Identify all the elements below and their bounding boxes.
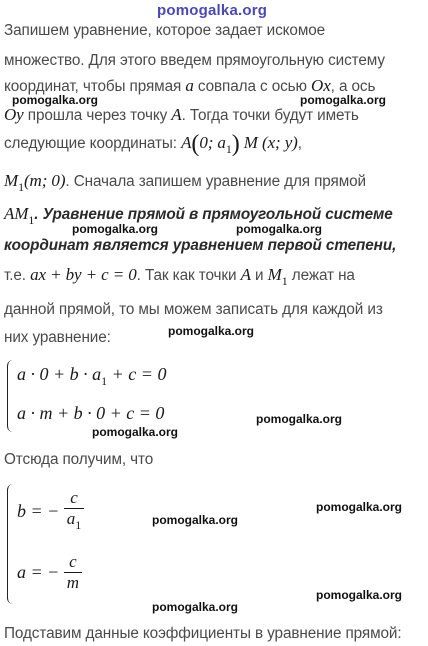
watermark: pomogalka.org	[316, 500, 403, 514]
watermark: pomogalka.org	[168, 324, 255, 338]
math-expression: 0; a	[199, 133, 226, 152]
fraction: $\frac{c}{m}$	[64, 552, 82, 593]
math-symbol: M	[4, 171, 19, 190]
system-brace	[7, 360, 14, 432]
watermark: pomogalka.org	[316, 588, 403, 602]
math-symbol: A	[240, 265, 251, 284]
text-line: множество. Для этого введем прямоугольную систему	[4, 52, 385, 69]
text-fragment: . Тогда точки будут иметь	[181, 107, 359, 124]
text-fragment: следующие координаты:	[4, 135, 182, 152]
watermark: pomogalka.org	[72, 222, 159, 236]
system-equation: a · m + b · 0 + c = 0	[17, 403, 165, 423]
header-watermark: pomogalka.org	[157, 2, 268, 19]
text-fragment: совпала с осью	[193, 78, 312, 95]
math-symbol: M	[267, 265, 282, 284]
text-fragment: . Так как точки	[136, 267, 241, 284]
math-subscript: 1	[28, 213, 35, 227]
system-equation: $a \cdot 0 + b \cdot a_1 + c = 0$	[17, 364, 167, 388]
text-line	[4, 172, 366, 196]
system-equation: a = − $\frac{c}{m}$	[17, 552, 82, 593]
system-equation: b = − $\frac{c}{a_1}$	[17, 488, 84, 535]
text-line: Отсюда получим, что	[4, 451, 154, 468]
text-fragment: лежат на	[287, 267, 355, 284]
math-symbol: A	[171, 105, 182, 124]
math-symbol: a	[185, 76, 194, 95]
text-fragment: . Сначала запишем уравнение для прямой	[65, 173, 366, 190]
watermark: pomogalka.org	[256, 412, 343, 426]
text-line: следующие координаты: A(0; $a_1$) M (x; y),	[4, 131, 302, 157]
text-fragment: координат, чтобы прямая	[4, 78, 186, 95]
text-line	[4, 266, 355, 290]
text-line	[4, 205, 393, 229]
watermark: pomogalka.org	[236, 222, 323, 236]
watermark: pomogalka.org	[152, 513, 239, 527]
math-subscript: 1	[18, 180, 24, 194]
math-expression: ax + by + c = 0	[30, 265, 137, 284]
watermark: pomogalka.org	[300, 93, 387, 107]
fraction: $\frac{c}{a_1}$	[64, 488, 85, 535]
text-line: них уравнение:	[4, 329, 111, 346]
text-line: Подставим данные коэффициенты в уравнение прямой:	[4, 625, 402, 642]
text-fragment-emphasis: . Уравнение прямой в прямоугольной системе	[34, 206, 393, 223]
math-symbol: Ox	[311, 76, 331, 95]
text-line-emphasis: координат является уравнением первой степени,	[4, 237, 397, 254]
math-symbol: Oy	[4, 105, 24, 124]
math-symbol: AM	[4, 204, 29, 223]
watermark: pomogalka.org	[12, 93, 99, 107]
text-fragment: т.е.	[4, 267, 31, 284]
text-line: данной прямой, то мы можем записать для каждой из	[4, 301, 383, 318]
math-subscript: 1	[281, 274, 288, 288]
text-fragment: и	[250, 267, 268, 284]
text-line	[4, 106, 359, 125]
text-fragment: , а ось	[330, 78, 376, 95]
text-line: Запишем уравнение, которое задает искомое	[4, 22, 326, 39]
text-fragment: прошла через точку	[23, 107, 172, 124]
system-brace	[7, 484, 14, 604]
math-expression: M (x; y)	[243, 133, 298, 152]
math-expression: (m; 0)	[23, 171, 66, 190]
math-subscript: 1	[225, 142, 232, 156]
watermark: pomogalka.org	[152, 600, 239, 614]
math-symbol: A	[181, 133, 192, 152]
watermark: pomogalka.org	[92, 425, 179, 439]
